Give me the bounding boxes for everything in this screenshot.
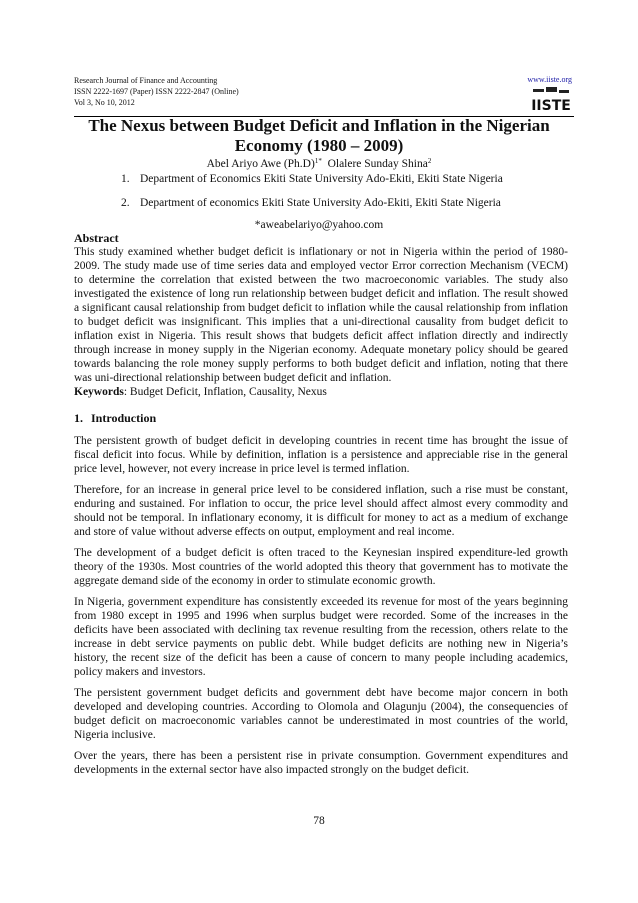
iiste-logo	[531, 87, 571, 112]
abstract-heading: Abstract	[74, 231, 119, 245]
author-1: Abel Ariyo Awe (Ph.D)	[206, 158, 315, 170]
intro-paragraph: The persistent growth of budget deficit in developing countries in recent time has brought the issue of fiscal deficit into focus. While by definition, inflation is a persistence and appreciable rise in the general price level, however, not every increase in price level is termed inflation.	[74, 435, 568, 475]
journal-issn: ISSN 2222-1697 (Paper) ISSN 2222-2847 (Online)	[74, 87, 239, 96]
affiliation-2	[121, 197, 501, 209]
paper-body	[74, 231, 568, 777]
intro-paragraph: In Nigeria, government expenditure has consistently exceeded its revenue for most of the years beginning from 1980 except in 1995 and 1996 when surplus budget were recorded. Some of the increases in the deficits have been associated with declining tax revenue resulting from the recession, others relate to the increase in debt service payments on public debt. While budget deficits are nothing new in Nigeria’s history, the recent size of the deficit has been a cause of concern to many people including academics, policy makers and investors.	[74, 596, 568, 678]
section-title: Introduction	[91, 411, 157, 425]
keywords-label: Keywords	[74, 386, 124, 398]
paper-title	[70, 116, 568, 156]
page-number: 78	[313, 815, 325, 827]
intro-paragraph: Over the years, there has been a persistent rise in private consumption. Government expenditures and developments in the external sector have also impacted strongly on the budget deficit.	[74, 750, 568, 776]
affiliation-text: Department of Economics Ekiti State University Ado-Ekiti, Ekiti State Nigeria	[140, 173, 503, 185]
section-heading-introduction	[74, 411, 568, 425]
intro-paragraph: The persistent government budget deficits and government debt have become major concern in both developed and developing countries. According to Olomola and Olagunju (2004), the consequencies of budget deficit on macroeconomic variables cannot be underestimated in most countries of the world, Nigeria inclusive.	[74, 687, 568, 741]
journal-name: Research Journal of Finance and Accounting	[74, 76, 218, 85]
keywords-line	[74, 385, 568, 399]
abstract-text: This study examined whether budget deficit is inflationary or not in Nigeria within the period of 1980-2009. The study made use of time series data and employed vector Error correction Mechanism (VECM) to determine the correlation that existed between the two macroeconomic variables. The study also investigated the existence of long run relationship between budget deficit and inflation. The result showed a significant causal relationship from budget deficit to inflation while the causal relationship from inflation to budget deficit was insignificant. This implies that a uni-directional causality from budget deficit to inflation exist in Nigeria. This result shows that budgets deficit affect inflation directly and indirectly through increase in money supply in the Nigerian economy. Adequate monetary policy should be geared towards balancing the role money supply performs to both budget deficit and inflation, noting that there was uni-directional relationship between budget deficit and inflation.	[74, 246, 568, 384]
affiliation-number: 2.	[121, 197, 130, 209]
journal-website-link[interactable]: www.iiste.org	[527, 75, 572, 84]
affiliation-text: Department of economics Ekiti State University Ado-Ekiti, Ekiti State Nigeria	[140, 197, 501, 209]
title-line-1: The Nexus between Budget Deficit and Inflation in the Nigerian	[88, 116, 550, 135]
author-line	[0, 157, 638, 170]
section-number: 1.	[74, 411, 83, 425]
logo-text: IISTE	[531, 98, 571, 112]
intro-paragraph: The development of a budget deficit is often traced to the Keynesian inspired expenditure-led growth theory of the 1930s. Most countries of the world adopted this theory that government has to motivate the aggregate demand side of the economy in order to stimulate economic growth.	[74, 547, 568, 587]
affiliation-1	[121, 173, 503, 185]
journal-volume: Vol 3, No 10, 2012	[74, 98, 135, 107]
journal-header	[74, 75, 239, 108]
author-1-marker: 1*	[314, 157, 322, 165]
author-2-marker: 2	[427, 157, 432, 165]
author-2: Olalere Sunday Shina	[327, 158, 428, 170]
corresponding-email[interactable]: *aweabelariyo@yahoo.com	[254, 219, 384, 231]
title-line-2: Economy (1980 – 2009)	[234, 136, 404, 155]
affiliation-number: 1.	[121, 173, 130, 185]
intro-paragraph: Therefore, for an increase in general price level to be considered inflation, such a rise must be constant, enduring and sustained. For inflation to occur, the price level should affect almost every commodity and should not be temporal. In inflationary economy, it is difficult for money to act as a medium of exchange and store of value without adverse effects on output, employment and real income.	[74, 484, 568, 538]
keywords-text: : Budget Deficit, Inflation, Causality, Nexus	[123, 386, 327, 398]
